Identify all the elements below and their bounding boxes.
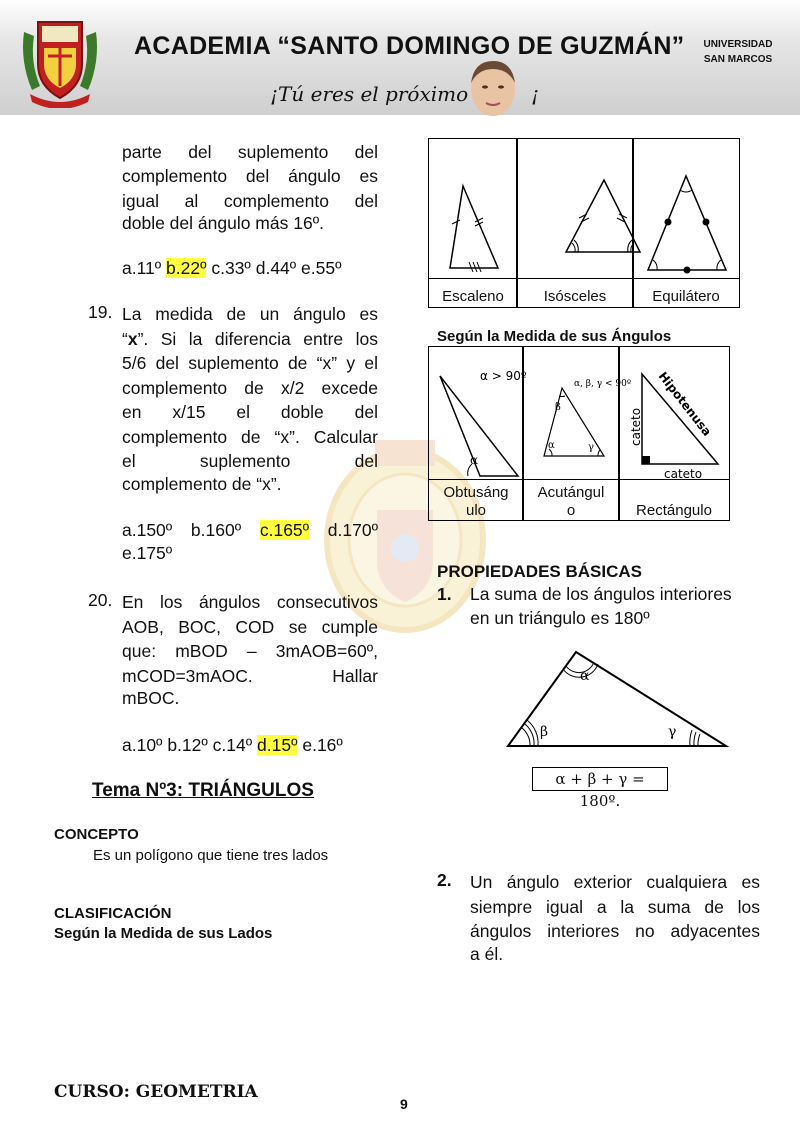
sides-triangles-figure	[428, 138, 740, 280]
q19-option-d: d.170º	[327, 520, 378, 540]
university-line-2: SAN MARCOS	[703, 54, 773, 65]
acute-alpha-label: α	[548, 440, 555, 451]
q18-line-1: parte del suplemento del	[122, 142, 378, 162]
q18-line-2: complemento del ángulo es	[122, 166, 378, 186]
label-equilatero: Equilátero	[652, 288, 720, 305]
beta-label: β	[540, 724, 549, 740]
q20-line-3: que: mBOD – 3mAOB=60º,	[122, 641, 378, 661]
label-obtusangulo-line-2: ulo	[465, 502, 487, 519]
angles-table-title: Según la Medida de sus Ángulos	[437, 328, 672, 345]
equilatero-triangle	[648, 176, 726, 274]
propiedad-2-line-4: a él.	[470, 944, 504, 964]
q18-option-e: e.55º	[301, 258, 342, 278]
alpha-label: α	[580, 668, 590, 684]
label-acutangulo	[522, 484, 620, 520]
q18-options	[122, 258, 342, 279]
section-title-triangulos: Tema Nº3: TRIÁNGULOS	[92, 780, 314, 801]
label-isosceles: Isósceles	[543, 288, 607, 305]
propiedad-1-number: 1.	[437, 584, 452, 604]
footer-course: CURSO: GEOMETRIA	[54, 1082, 258, 1102]
header-motto-end: ¡	[531, 82, 540, 106]
angles-triangles-figure	[428, 346, 730, 480]
q20-option-d-highlighted: d.15º	[257, 735, 298, 755]
propiedad-2-line-2: siempre igual a la suma de los	[470, 897, 760, 917]
q19-line-1: La medida de un ángulo es	[122, 304, 378, 324]
page-number: 9	[400, 1096, 408, 1112]
acute-gamma-label: γ	[588, 442, 594, 453]
q18-option-c: c.33º	[211, 258, 251, 278]
propiedad-2-line-3: ángulos interiores no adyacentes	[470, 921, 760, 941]
q20-line-5: mBOC.	[122, 688, 180, 708]
propiedad-2-number: 2.	[437, 870, 452, 890]
right-leg-vertical-label: cateto	[629, 407, 643, 446]
q19-option-e: e.175º	[122, 543, 173, 563]
q19-quote-open: “	[122, 329, 128, 349]
q19-line-3: 5/6 del suplemento de “x” y el	[122, 353, 378, 373]
q20-option-a: a.10º	[122, 735, 163, 755]
q18-line-3: igual al complemento del	[122, 191, 378, 211]
acute-triangle	[544, 379, 631, 456]
isosceles-triangle	[566, 180, 640, 252]
q20-line-1: En los ángulos consecutivos	[122, 592, 378, 612]
label-obtusangulo-line-1: Obtusáng	[443, 484, 509, 501]
academy-crest-icon	[18, 12, 102, 108]
gamma-label: γ	[668, 724, 677, 740]
university-label	[698, 37, 778, 67]
q20-option-c: c.14º	[212, 735, 253, 755]
clasificacion-heading: CLASIFICACIÓN	[54, 905, 172, 922]
label-acutangulo-line-2: o	[566, 502, 576, 519]
obtuse-condition-label: α > 90º	[480, 369, 527, 383]
acute-condition-label: α, β, γ < 90º	[574, 379, 632, 389]
q18-option-a: a.11º	[122, 258, 162, 278]
propiedades-title: PROPIEDADES BÁSICAS	[437, 562, 642, 581]
header-motto: ¡Tú eres el próximo	[270, 82, 469, 106]
right-hypotenuse-label: Hipotenusa	[655, 369, 715, 439]
escaleno-triangle	[450, 186, 498, 272]
q19-options	[122, 518, 378, 543]
q19-variable: x	[127, 329, 138, 349]
q20-option-e: e.16º	[302, 735, 343, 755]
clasificacion-subtitle: Según la Medida de sus Lados	[54, 925, 273, 942]
q20-line-4: mCOD=3mAOC. Hallar	[122, 666, 378, 686]
right-leg-horizontal-label: cateto	[664, 467, 703, 480]
label-escaleno: Escaleno	[442, 288, 504, 305]
q19-option-b: b.160º	[190, 520, 242, 540]
q19-option-a: a.150º	[122, 520, 173, 540]
university-line-1: UNIVERSIDAD	[703, 39, 773, 50]
label-acutangulo-line-1: Acutángul	[537, 484, 605, 501]
q19-line-4: complemento de x/2 excede	[122, 378, 378, 398]
angle-sum-formula: α + β + γ = 180º.	[532, 767, 668, 791]
label-rectangulo: Rectángulo	[636, 502, 712, 519]
propiedad-1-line-1: La suma de los ángulos interiores	[470, 584, 732, 604]
q19-line-8: complemento de “x”.	[122, 474, 282, 494]
q19-line-2-rest: ”. Si la diferencia entre los	[137, 329, 378, 349]
q18-option-b-highlighted: b.22º	[166, 258, 207, 278]
q20-line-2: AOB, BOC, COD se cumple	[122, 617, 378, 637]
label-obtusangulo	[428, 484, 524, 520]
concepto-heading: CONCEPTO	[54, 826, 139, 843]
acute-beta-label: β	[555, 402, 561, 413]
q19-number: 19.	[88, 302, 113, 322]
q20-options	[122, 735, 343, 756]
q19-line-5: en x/15 el doble del	[122, 402, 378, 422]
portrait-photo	[462, 57, 524, 117]
obtuse-triangle	[440, 369, 527, 476]
q18-option-d: d.44º	[255, 258, 297, 278]
q19-line-2	[122, 327, 378, 352]
angle-sum-triangle-figure	[500, 648, 732, 754]
propiedad-2-line-1: Un ángulo exterior cualquiera es	[470, 872, 760, 892]
obtuse-alpha-label: α	[470, 453, 479, 467]
page-header	[0, 0, 800, 115]
q19-option-c-highlighted: c.165º	[259, 520, 310, 540]
concepto-text: Es un polígono que tiene tres lados	[93, 847, 329, 864]
q20-option-b: b.12º	[167, 735, 208, 755]
right-triangle	[629, 369, 718, 480]
q18-line-4: doble del ángulo más 16º.	[122, 213, 324, 233]
q19-line-7: el suplemento del	[122, 451, 378, 471]
q20-number: 20.	[88, 590, 113, 610]
propiedad-1-line-2: en un triángulo es 180º	[470, 608, 650, 628]
header-title: ACADEMIA “SANTO DOMINGO DE GUZMÁN”	[134, 32, 685, 60]
q19-line-6: complemento de “x”. Calcular	[122, 427, 378, 447]
